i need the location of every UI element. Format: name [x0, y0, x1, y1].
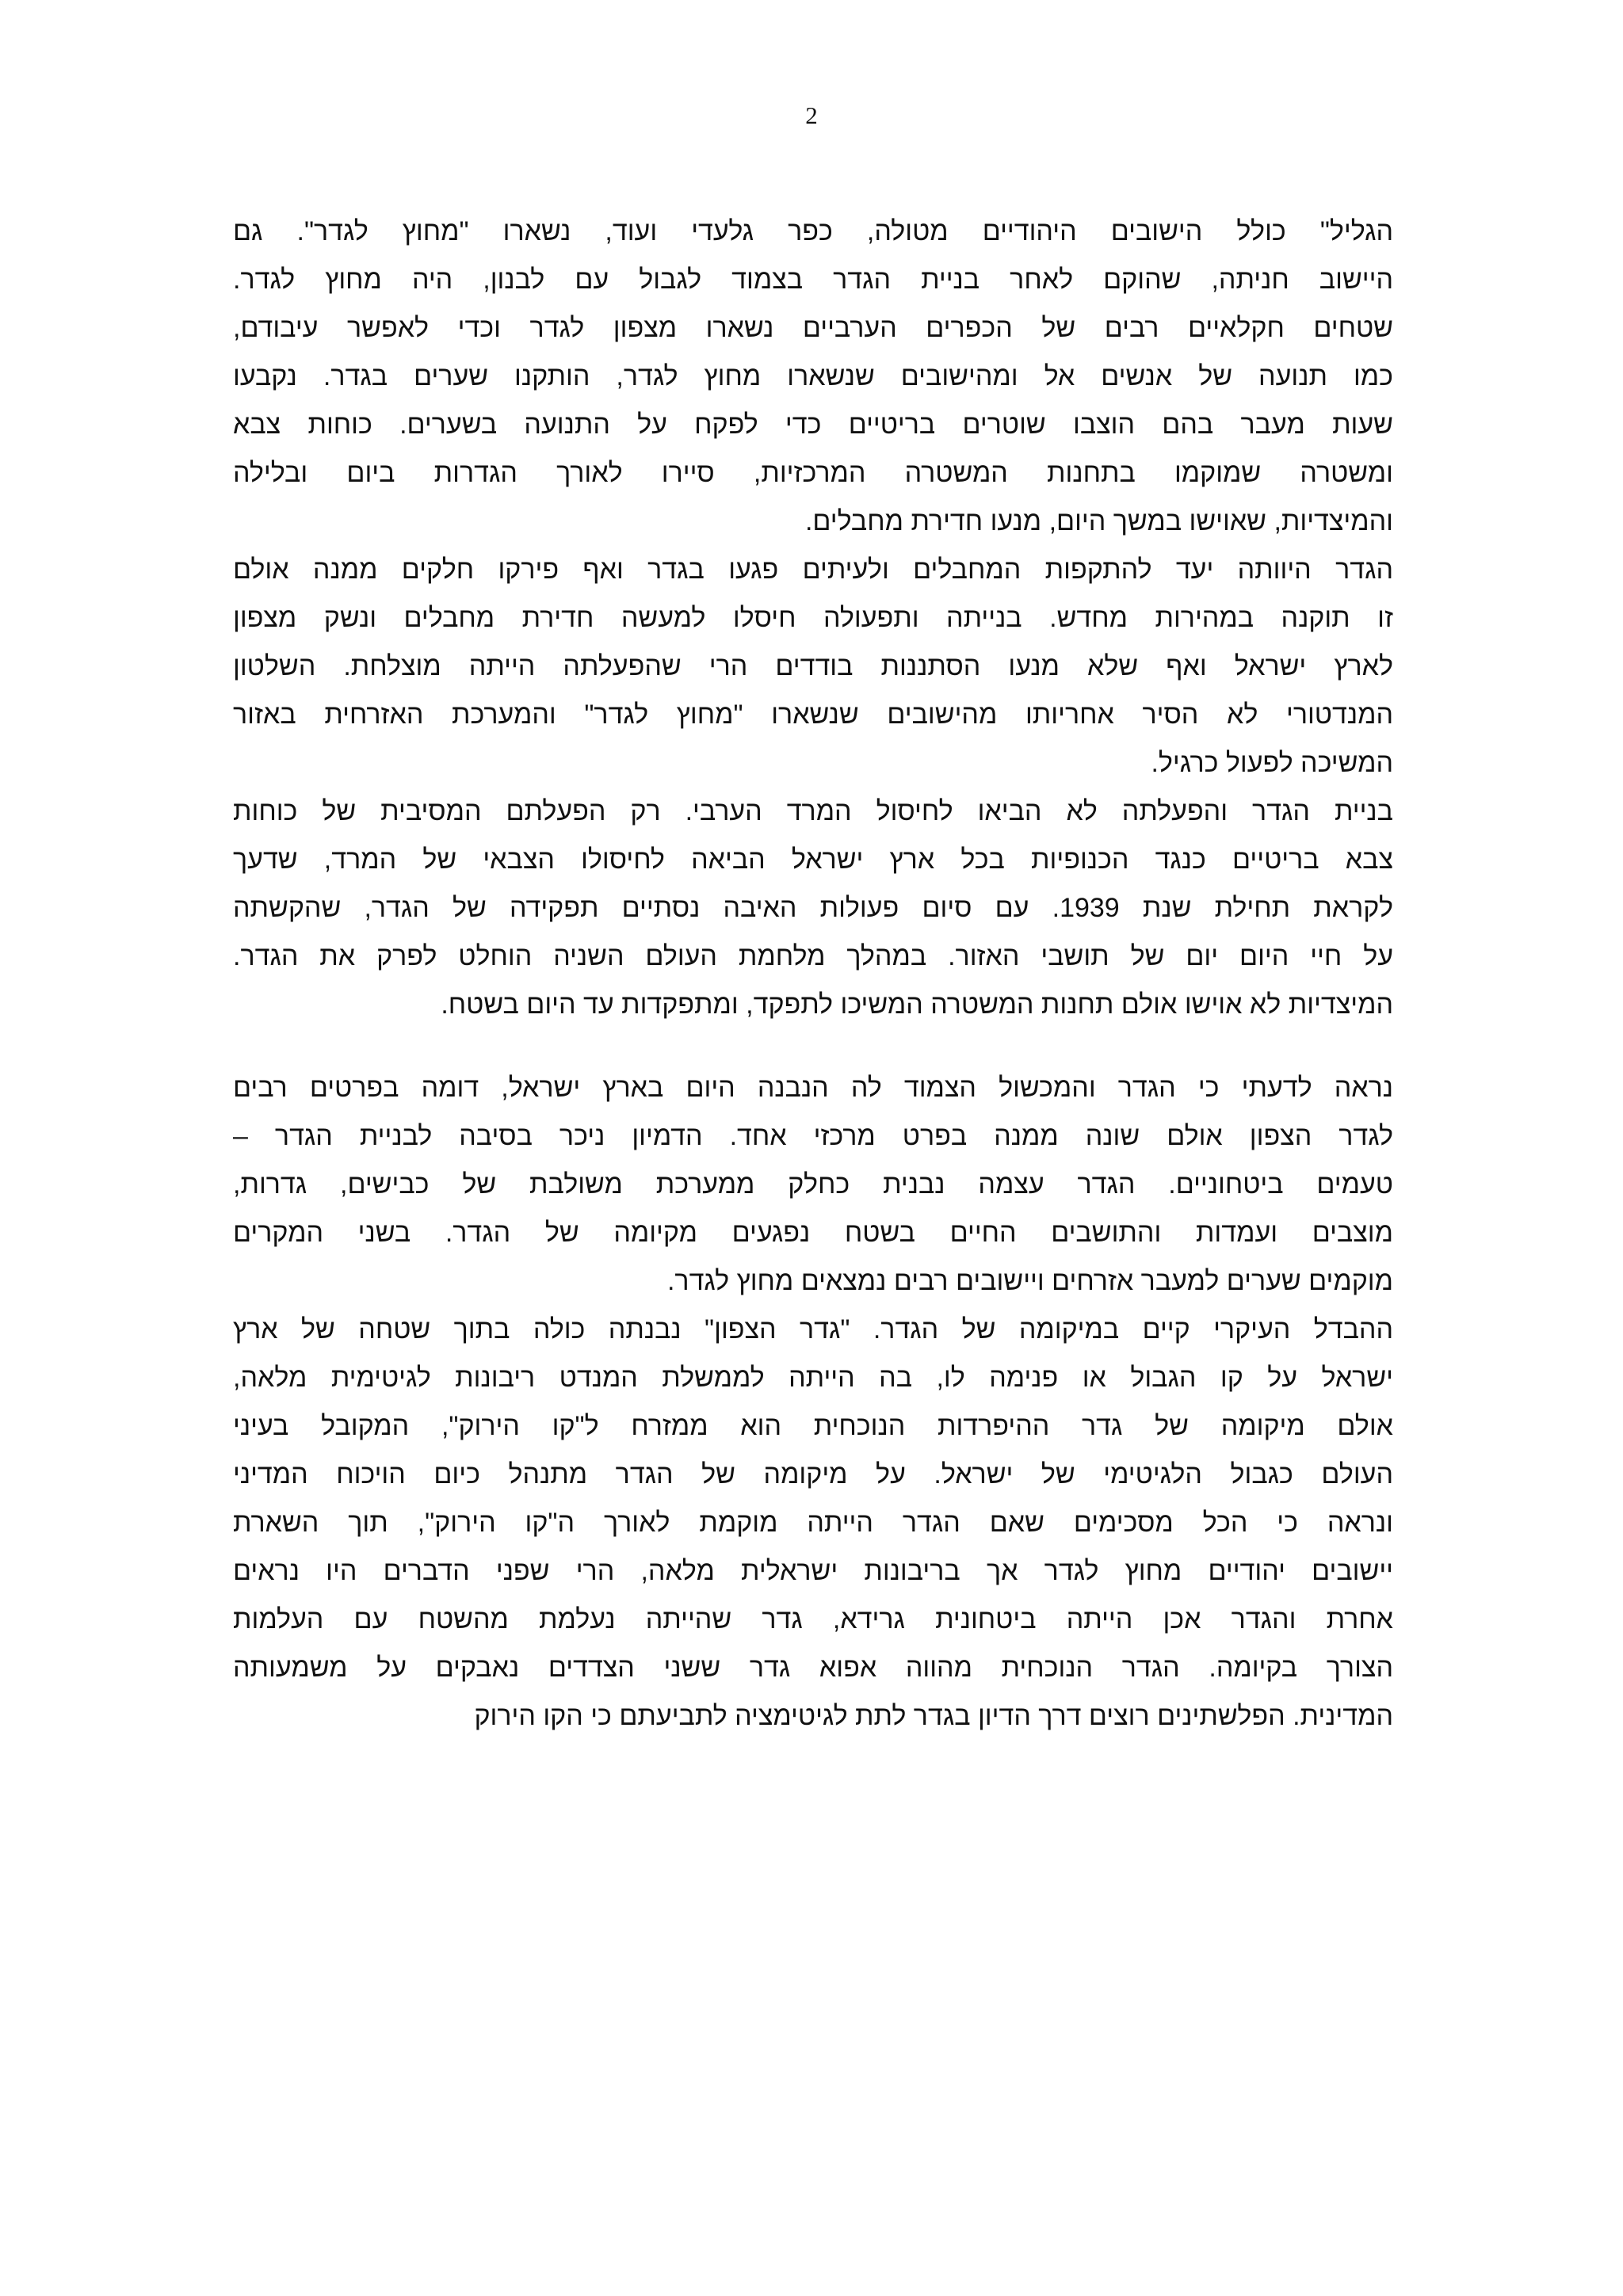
- text-line: כמו תנועה של אנשים אל ומהישובים שנשארו מחוץ לגדר, הותקנו שערים בגדר. נקבעו: [233, 361, 1393, 391]
- text-line: מוקמים שערים למעבר אזרחים ויישובים רבים נמצאים מחוץ לגדר.: [666, 1266, 1393, 1296]
- paragraph: [233, 1306, 1393, 1741]
- paragraph: [233, 208, 1393, 546]
- text-line: הגליל" כולל הישובים היהודיים מטולה, כפר גלעדי ועוד, נשארו "מחוץ לגדר". גם: [233, 216, 1393, 246]
- text-line: שטחים חקלאיים רבים של הכפרים הערביים נשארו מצפון לגדר וכדי לאפשר עיבודם,: [233, 313, 1393, 343]
- text-line: שעות מעבר בהם הוצבו שוטרים בריטיים כדי לפקח על התנועה בשערים. כוחות צבא: [233, 410, 1393, 440]
- text-line: לארץ ישראל ואף שלא מנעו הסתננות בודדים הרי שהפעלתה הייתה מוצלחת. השלטון: [233, 651, 1393, 681]
- text-line: מוצבים ועמדות והתושבים החיים בשטח נפגעים מקיומה של הגדר. בשני המקרים: [233, 1218, 1393, 1248]
- paragraph-gap: [233, 1029, 1393, 1064]
- paragraph: [233, 1064, 1393, 1306]
- text-line: היישוב חניתה, שהוקם לאחר בניית הגדר בצמוד לגבול עם לבנון, היה מחוץ לגדר.: [233, 265, 1393, 295]
- document-body: [233, 208, 1393, 1741]
- text-line: הגדר היוותה יעד להתקפות המחבלים ולעיתים פגעו בגדר ואף פירקו חלקים ממנה אולם: [233, 555, 1393, 585]
- text-line: אחרת והגדר אכן הייתה ביטחונית גרידא, גדר שהייתה נעלמת מהשטח עם העלמות: [233, 1604, 1393, 1634]
- text-line: בניית הגדר והפעלתה לא הביאו לחיסול המרד הערבי. רק הפעלתם המסיבית של כוחות: [233, 796, 1393, 826]
- text-line: ההבדל העיקרי קיים במיקומה של הגדר. "גדר הצפון" נבנתה כולה בתוך שטחה של ארץ: [233, 1314, 1393, 1344]
- text-line: הצורך בקיומה. הגדר הנוכחית מהווה אפוא גדר ששני הצדדים נאבקים על משמעותה: [233, 1653, 1393, 1683]
- text-line: לגדר הצפון אולם שונה ממנה בפרט מרכזי אחד. הדמיון ניכר בסיבה לבניית הגדר –: [233, 1121, 1393, 1151]
- page-number: 2: [805, 101, 818, 129]
- text-line: והמיצדיות, שאוישו במשך היום, מנעו חדירת מחבלים.: [804, 506, 1393, 536]
- text-line: יישובים יהודיים מחוץ לגדר אך בריבונות ישראלית מלאה, הרי שפני הדברים היו נראים: [233, 1556, 1393, 1586]
- text-line: המשיכה לפעול כרגיל.: [1151, 748, 1393, 778]
- text-line: העולם כגבול הלגיטימי של ישראל. על מיקומה של הגדר מתנהל כיום הויכוח המדיני: [233, 1459, 1393, 1489]
- text-line: על חיי היום יום של תושבי האזור. במהלך מלחמת העולם השניה הוחלט לפרק את הגדר.: [233, 941, 1393, 971]
- text-line: אולם מיקומה של גדר ההיפרדות הנוכחית הוא ממזרח ל"קו הירוק", המקובל בעיני: [233, 1411, 1393, 1441]
- text-line: המנדטורי לא הסיר אחריותו מהישובים שנשארו "מחוץ לגדר" והמערכת האזרחית באזור: [233, 700, 1393, 730]
- text-line: המדינית. הפלשתינים רוצים דרך הדיון בגדר לתת לגיטימציה לתביעתם כי הקו הירוק: [474, 1701, 1393, 1731]
- paragraph: [233, 546, 1393, 788]
- text-line: זו תוקנה במהירות מחדש. בנייתה ותפעולה חיסלו למעשה חדירת מחבלים ונשק מצפון: [233, 603, 1393, 633]
- text-line: ונראה כי הכל מסכימים שאם הגדר הייתה מוקמת לאורך ה"קו הירוק", תוך השארת: [233, 1508, 1393, 1538]
- text-line: צבא בריטיים כנגד הכנופיות בכל ארץ ישראל הביאה לחיסולו הצבאי של המרד, שדעך: [233, 845, 1393, 875]
- text-line: לקראת תחילת שנת 1939. עם סיום פעולות האיבה נסתיים תפקידה של הגדר, שהקשתה: [233, 893, 1393, 923]
- text-line: המיצדיות לא אוישו אולם תחנות המשטרה המשיכו לתפקד, ומתפקדות עד היום בשטח.: [441, 990, 1393, 1020]
- text-line: טעמים ביטחוניים. הגדר עצמה נבנית כחלק ממערכת משולבת של כבישים, גדרות,: [233, 1169, 1393, 1199]
- paragraph: [233, 788, 1393, 1029]
- text-line: נראה לדעתי כי הגדר והמכשול הצמוד לה הנבנה היום בארץ ישראל, דומה בפרטים רבים: [233, 1073, 1393, 1103]
- text-line: ישראל על קו הגבול או פנימה לו, בה הייתה לממשלת המנדט ריבונות לגיטימית מלאה,: [233, 1363, 1393, 1393]
- text-line: ומשטרה שמוקמו בתחנות המשטרה המרכזיות, סיירו לאורך הגדרות ביום ובלילה: [233, 458, 1393, 488]
